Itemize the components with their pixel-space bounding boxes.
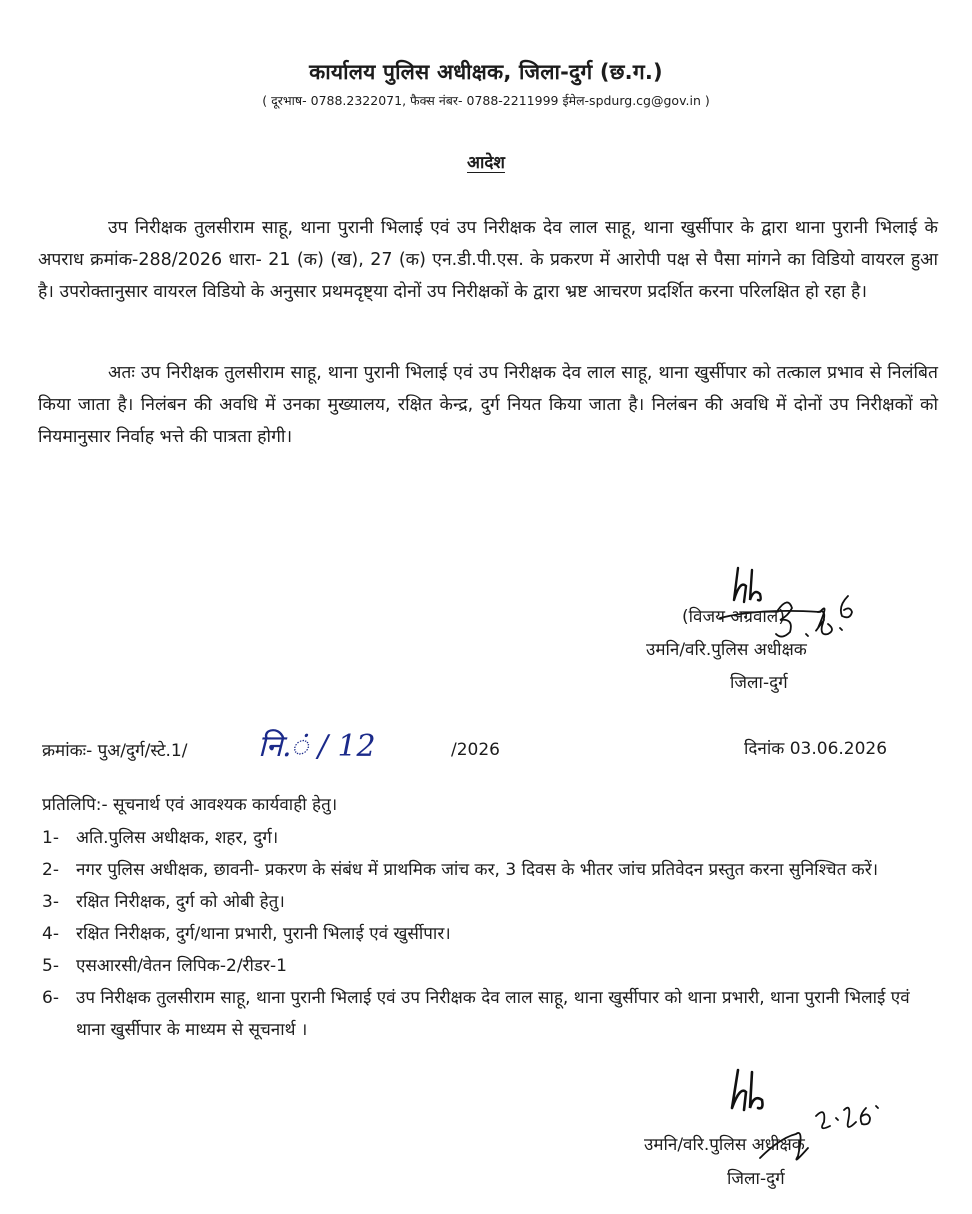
list-item-number: 2- xyxy=(42,860,59,880)
list-item xyxy=(42,950,922,982)
list-item-text: एसआरसी/वेतन लिपिक-2/रीडर-1 xyxy=(76,956,287,976)
list-item-number: 4- xyxy=(42,924,59,944)
signatory-2-designation: उमनि/वरि.पुलिस अधीक्षक xyxy=(644,1135,805,1155)
list-item-number: 5- xyxy=(42,956,59,976)
order-heading xyxy=(0,150,972,173)
order-heading-text: आदेश xyxy=(467,153,505,173)
list-item xyxy=(42,982,922,1046)
order-date: दिनांक 03.06.2026 xyxy=(744,739,888,759)
list-item-text: अति.पुलिस अधीक्षक, शहर, दुर्ग। xyxy=(76,828,279,848)
reference-year: /2026 xyxy=(451,740,500,760)
signatory-place: जिला-दुर्ग xyxy=(730,673,788,693)
list-item xyxy=(42,886,922,918)
signatory-name: (विजय अग्रवाल) xyxy=(682,607,785,627)
list-item-text: रक्षित निरीक्षक, दुर्ग/थाना प्रभारी, पुरानी भिलाई एवं खुर्सीपार। xyxy=(76,924,451,944)
office-contact: ( दूरभाष- 0788.2322071, फैक्स नंबर- 0788-2211999 ईमेल-spdurg.cg@gov.in ) xyxy=(262,93,710,108)
list-item xyxy=(42,822,922,854)
order-paragraph-2: अतः उप निरीक्षक तुलसीराम साहू, थाना पुरानी भिलाई एवं उप निरीक्षक देव लाल साहू, थाना खुर्सीपार को तत्काल प्रभाव से निलंबित किया जाता है। निलंबन की अवधि में उनका मुख्यालय, रक्षित केन्द्र, दुर्ग नियत किया जाता है। निलंबन की अवधि में दोनों उप निरीक्षकों को नियमानुसार निर्वाह भत्ते की पात्रता होगी। xyxy=(38,363,938,447)
list-item-text: नगर पुलिस अधीक्षक, छावनी- प्रकरण के संबंध में प्राथमिक जांच कर, 3 दिवस के भीतर जांच प्रतिवेदन प्रस्तुत करना सुनिश्चित करें। xyxy=(76,860,879,880)
list-item-number: 1- xyxy=(42,828,59,848)
order-paragraph-1: उप निरीक्षक तुलसीराम साहू, थाना पुरानी भिलाई एवं उप निरीक्षक देव लाल साहू, थाना खुर्सीपार के द्वारा थाना पुरानी भिलाई के अपराध क्रमांक-288/2026 धारा- 21 (क) (ख), 27 (क) एन.डी.पी.एस. के प्रकरण में आरोपी पक्ष से पैसा मांगने का विडियो वायरल हुआ है। उपरोक्तानुसार वायरल विडियो के अनुसार प्रथमदृष्ट्या दोनों उप निरीक्षकों के द्वारा भ्रष्ट आचरण प्रदर्शित करना परिलक्षित हो रहा है। xyxy=(38,218,938,302)
list-item xyxy=(42,854,922,886)
reference-handwritten-number: नि.ं / 12 xyxy=(258,729,376,764)
copy-to-list xyxy=(42,822,922,1046)
office-title: कार्यालय पुलिस अधीक्षक, जिला-दुर्ग (छ.ग.) xyxy=(309,60,663,84)
list-item-text: उप निरीक्षक तुलसीराम साहू, थाना पुरानी भिलाई एवं उप निरीक्षक देव लाल साहू, थाना खुर्सीपार को थाना प्रभारी, थाना पुरानी भिलाई एवं थाना खुर्सीपार के माध्यम से सूचनार्थ । xyxy=(76,988,910,1040)
copy-to-heading: प्रतिलिपि:- सूचनार्थ एवं आवश्यक कार्यवाही हेतु। xyxy=(42,795,338,815)
signatory-2-place: जिला-दुर्ग xyxy=(727,1169,785,1189)
reference-number: क्रमांकः- पुअ/दुर्ग/स्टे.1/ xyxy=(42,741,188,761)
signatory-designation: उमनि/वरि.पुलिस अधीक्षक xyxy=(646,640,807,660)
list-item-text: रक्षित निरीक्षक, दुर्ग को ओबी हेतु। xyxy=(76,892,285,912)
list-item xyxy=(42,918,922,950)
list-item-number: 3- xyxy=(42,892,59,912)
signature-2-handwriting xyxy=(720,1062,890,1172)
list-item-number: 6- xyxy=(42,988,59,1008)
